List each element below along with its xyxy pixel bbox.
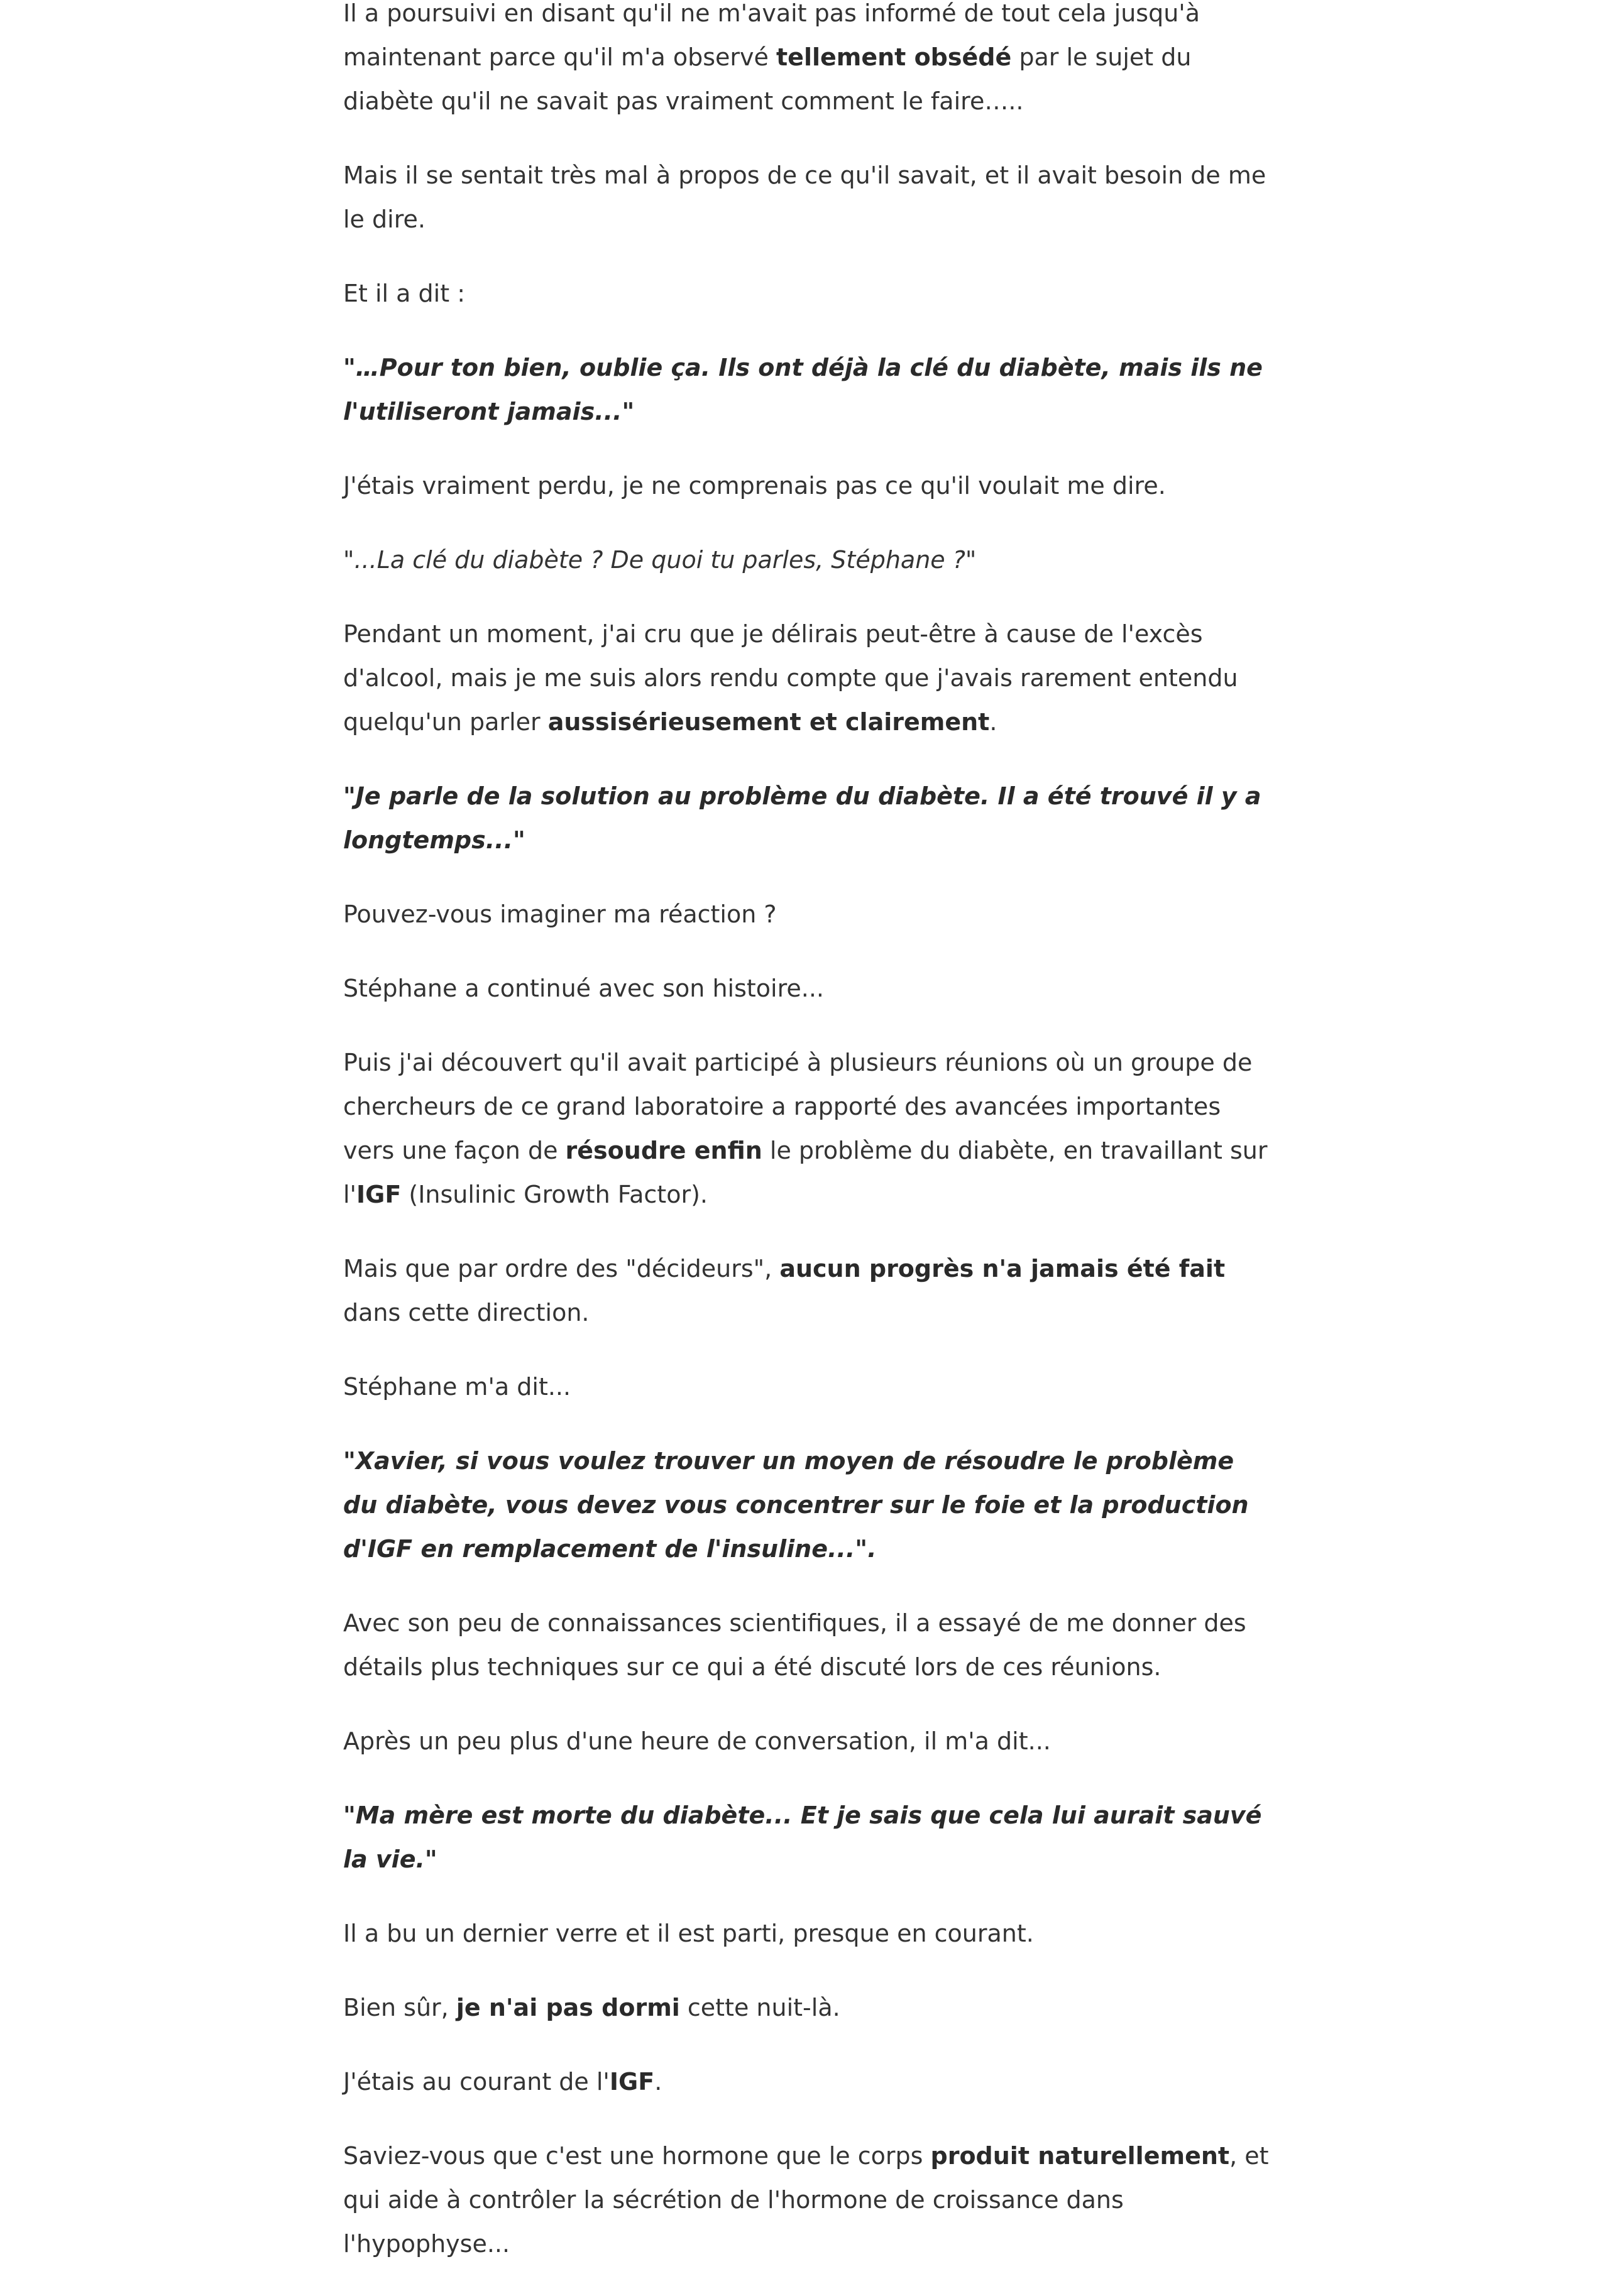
paragraph-19 xyxy=(343,1986,1273,2030)
quote-paragraph-14 xyxy=(343,1439,1273,1571)
emphasis-text: résoudre enfin xyxy=(565,1137,762,1164)
paragraph-9 xyxy=(343,892,1273,936)
paragraph-text: Il a bu un dernier verre et il est parti, presque en courant. xyxy=(343,1920,1034,1947)
emphasis-text: IGF xyxy=(609,2068,655,2096)
paragraph-11 xyxy=(343,1041,1273,1216)
quote-paragraph-17 xyxy=(343,1793,1273,1881)
quote-paragraph-8 xyxy=(343,774,1273,862)
paragraph-text: Et il a dit : xyxy=(343,280,466,307)
emphasis-text: aussisérieusement et clairement xyxy=(547,708,990,736)
paragraph-6 xyxy=(343,538,1273,582)
paragraph-text: Mais il se sentait très mal à propos de ce qu'il savait, et il avait besoin de me le dire. xyxy=(343,161,1266,233)
quote-text: "…Pour ton bien, oublie ça. Ils ont déjà la clé du diabète, mais ils ne l'utiliseront jamais..." xyxy=(343,354,1263,425)
paragraph-21 xyxy=(343,2134,1273,2266)
paragraph-text: Stéphane a continué avec son histoire... xyxy=(343,975,824,1002)
paragraph-20 xyxy=(343,2060,1273,2104)
paragraph-12 xyxy=(343,1247,1273,1335)
paragraph-text: par le sujet du diabète qu'il ne savait pas vraiment comment le faire….. xyxy=(343,43,1192,115)
paragraph-5 xyxy=(343,464,1273,508)
paragraph-text: , et qui aide à contrôler la sécrétion de l'hormone de croissance dans l'hypophyse... xyxy=(343,2142,1269,2258)
quote-paragraph-4 xyxy=(343,346,1273,434)
paragraph-text: dans cette direction. xyxy=(343,1299,590,1326)
paragraph-text: (Insulinic Growth Factor). xyxy=(401,1181,708,1208)
paragraph-text: . xyxy=(654,2068,662,2096)
paragraph-16 xyxy=(343,1719,1273,1763)
paragraph-7 xyxy=(343,612,1273,744)
emphasis-text: aucun progrès n'a jamais été fait xyxy=(779,1255,1226,1282)
paragraph-text: Avec son peu de connaissances scientifiques, il a essayé de me donner des détails plus techniques sur ce qui a été discuté lors de ces réunions. xyxy=(343,1609,1246,1681)
paragraph-text: Mais que par ordre des "décideurs", xyxy=(343,1255,780,1282)
article-body xyxy=(343,0,1273,2296)
paragraph-text: Saviez-vous que c'est une hormone que le corps xyxy=(343,2142,931,2170)
italic-quote-text: "...La clé du diabète ? De quoi tu parles, Stéphane ?" xyxy=(343,546,977,574)
paragraph-1 xyxy=(343,0,1273,123)
paragraph-text: Après un peu plus d'une heure de conversation, il m'a dit... xyxy=(343,1727,1051,1755)
paragraph-3 xyxy=(343,271,1273,315)
paragraph-13 xyxy=(343,1365,1273,1409)
quote-text: "Je parle de la solution au problème du diabète. Il a été trouvé il y a longtemps..." xyxy=(343,782,1261,854)
paragraph-18 xyxy=(343,1911,1273,1955)
paragraph-text: J'étais vraiment perdu, je ne comprenais pas ce qu'il voulait me dire. xyxy=(343,472,1166,500)
emphasis-text: IGF xyxy=(356,1181,402,1208)
quote-text: "Xavier, si vous voulez trouver un moyen de résoudre le problème du diabète, vous devez vous concentrer sur le foie et la production d'IGF en remplacement de l'insuline...". xyxy=(343,1447,1249,1563)
paragraph-text: le problème du diabète, en travaillant sur l' xyxy=(343,1137,1268,1208)
paragraph-text: Bien sûr, xyxy=(343,1994,456,2021)
emphasis-text: tellement obsédé xyxy=(776,43,1012,71)
paragraph-text: Pendant un moment, j'ai cru que je délirais peut-être à cause de l'excès d'alcool, mais je me suis alors rendu compte que j'avais rarement entendu quelqu'un parler xyxy=(343,620,1238,736)
paragraph-text: . xyxy=(989,708,997,736)
paragraph-text: Stéphane m'a dit... xyxy=(343,1373,571,1401)
paragraph-2 xyxy=(343,153,1273,241)
quote-text: "Ma mère est morte du diabète... Et je sais que cela lui aurait sauvé la vie." xyxy=(343,1801,1262,1873)
paragraph-text: J'étais au courant de l' xyxy=(343,2068,610,2096)
emphasis-text: je n'ai pas dormi xyxy=(456,1994,680,2021)
paragraph-10 xyxy=(343,966,1273,1010)
paragraph-text: cette nuit-là. xyxy=(679,1994,840,2021)
paragraph-text: Il a poursuivi en disant qu'il ne m'avait pas informé de tout cela jusqu'à maintenant parce qu'il m'a observé xyxy=(343,0,1200,71)
paragraph-text: Puis j'ai découvert qu'il avait participé à plusieurs réunions où un groupe de chercheurs de ce grand laboratoire a rapporté des avancées importantes vers une façon de xyxy=(343,1049,1253,1164)
paragraph-text: Pouvez-vous imaginer ma réaction ? xyxy=(343,900,777,928)
paragraph-15 xyxy=(343,1601,1273,1689)
emphasis-text: produit naturellement xyxy=(930,2142,1230,2170)
